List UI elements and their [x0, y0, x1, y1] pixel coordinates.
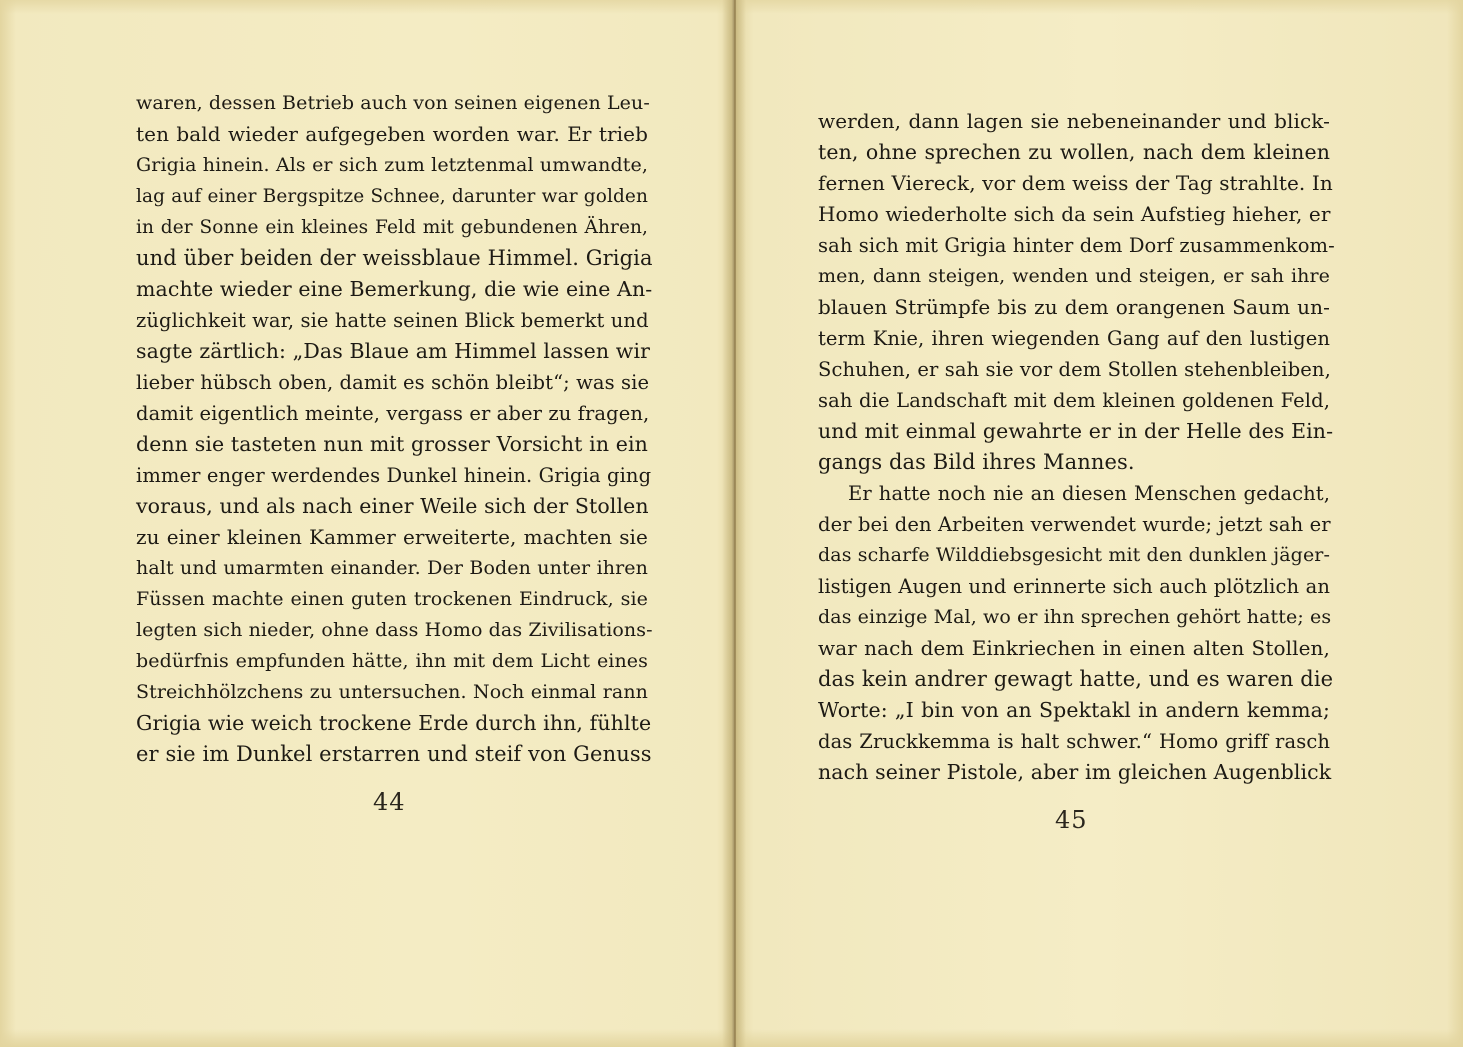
text-line: Worte: „I bin von an Spektakl in andern kemma; — [818, 698, 1330, 722]
text-line: Grigia hinein. Als er sich zum letztenmal umwandte, — [136, 154, 648, 176]
text-line: das Zruckkemma is halt schwer.“ Homo griff rasch — [818, 730, 1330, 753]
text-line: in der Sonne ein kleines Feld mit gebundenen Ähren, — [136, 217, 648, 238]
paragraph-start-line: Er hatte noch nie an diesen Menschen gedacht, — [848, 482, 1330, 505]
paragraph-end-line: gangs das Bild ihres Mannes. — [818, 450, 1135, 474]
text-line: blauen Strümpfe bis zu dem orangenen Saum un- — [818, 295, 1330, 319]
book-spine-fold — [734, 0, 736, 1047]
text-line: lag auf einer Bergspitze Schnee, darunter war golden — [136, 186, 648, 207]
text-line: nach seiner Pistole, aber im gleichen Augenblick — [818, 760, 1332, 784]
text-line: das kein andrer gewagt hatte, und es waren die — [818, 667, 1334, 691]
text-line: lieber hübsch oben, damit es schön bleibt“; was sie — [136, 371, 650, 394]
text-line: Füssen machte einen guten trockenen Eindruck, sie — [136, 588, 648, 610]
text-line: er sie im Dunkel erstarren und steif von Genuss — [136, 742, 652, 766]
text-line: voraus, und als nach einer Weile sich der Stollen — [136, 494, 649, 518]
text-line: damit eigentlich meinte, vergass er aber zu fragen, — [136, 402, 650, 425]
text-line: sah sich mit Grigia hinter dem Dorf zusammenkom- — [818, 234, 1335, 257]
text-line: und über beiden der weissblaue Himmel. Grigia — [136, 246, 653, 270]
left-page-text — [136, 88, 653, 770]
text-line: sagte zärtlich: „Das Blaue am Himmel lassen wir — [136, 339, 651, 363]
page-number-left: 44 — [373, 788, 406, 816]
text-line: das scharfe Wilddiebsgesicht mit den dunklen jäger- — [818, 544, 1330, 566]
text-line: immer enger werdendes Dunkel hinein. Grigia ging — [136, 464, 652, 487]
text-line: ten, ohne sprechen zu wollen, nach dem kleinen — [818, 140, 1330, 164]
right-page-text — [818, 106, 1335, 788]
text-line: und mit einmal gewahrte er in der Helle des Ein- — [818, 419, 1334, 443]
text-line: bedürfnis empfunden hätte, ihn mit dem Licht eines — [136, 650, 648, 672]
text-line: ten bald wieder aufgegeben worden war. Er trieb — [136, 122, 648, 146]
page-number-right: 45 — [1055, 806, 1088, 834]
text-line: Schuhen, er sah sie vor dem Stollen stehenbleiben, — [818, 358, 1331, 381]
text-line: werden, dann lagen sie nebeneinander und blick- — [818, 109, 1330, 133]
text-line: listigen Augen und erinnerte sich auch plötzlich an — [818, 575, 1330, 598]
text-line: machte wieder eine Bemerkung, die wie eine An- — [136, 277, 653, 301]
text-line: men, dann steigen, wenden und steigen, er sah ihre — [818, 265, 1330, 287]
text-line: der bei den Arbeiten verwendet wurde; jetzt sah er — [818, 513, 1331, 536]
text-line: waren, dessen Betrieb auch von seinen eigenen Leu- — [136, 92, 650, 114]
text-line: sah die Landschaft mit dem kleinen goldenen Feld, — [818, 389, 1330, 412]
text-line: Streichhölzchens zu untersuchen. Noch einmal rann — [136, 681, 648, 703]
text-line: denn sie tasteten nun mit grosser Vorsicht in ein — [136, 432, 648, 456]
text-line: züglichkeit war, sie hatte seinen Blick bemerkt und — [136, 309, 649, 332]
text-line: Grigia wie weich trockene Erde durch ihn, fühlte — [136, 711, 652, 735]
text-line: fernen Viereck, vor dem weiss der Tag strahlte. In — [818, 171, 1333, 195]
text-line: Homo wiederholte sich da sein Aufstieg hieher, er — [818, 202, 1331, 226]
text-line: legten sich nieder, ohne dass Homo das Zivilisations- — [136, 619, 653, 641]
text-line: war nach dem Einkriechen in einen alten Stollen, — [818, 636, 1330, 660]
text-line: term Knie, ihren wiegenden Gang auf den lustigen — [818, 327, 1330, 350]
text-line: das einzige Mal, wo er ihn sprechen gehört hatte; es — [818, 606, 1332, 628]
text-line: zu einer kleinen Kammer erweiterte, machten sie — [136, 525, 648, 549]
text-line: halt und umarmten einander. Der Boden unter ihren — [136, 557, 648, 579]
page-edge-right — [1447, 0, 1463, 1047]
page-edge-left — [0, 0, 16, 1047]
